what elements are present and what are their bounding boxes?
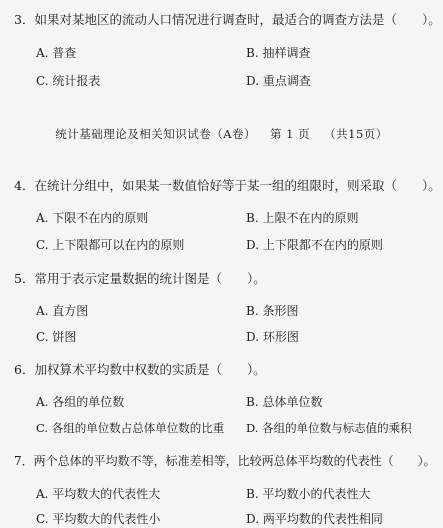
q7-option-b: B. 平均数小的代表性大 bbox=[246, 487, 371, 501]
q4-option-b: B. 上限不在内的原则 bbox=[246, 211, 359, 225]
q4-option-a: A. 下限不在内的原则 bbox=[36, 211, 149, 225]
q5-option-c: C. 饼图 bbox=[36, 330, 77, 344]
question-5: 5．常用于表示定量数据的统计图是（ ）。 bbox=[14, 271, 266, 286]
q6-option-a: A. 各组的单位数 bbox=[36, 395, 125, 409]
exam-title: 统计基础理论及相关知识试卷（A卷） bbox=[55, 127, 257, 141]
question-6: 6．加权算术平均数中权数的实质是（ ）。 bbox=[14, 362, 266, 377]
q6-option-b: B. 总体单位数 bbox=[246, 395, 323, 409]
q6-option-d: D. 各组的单位数与标志值的乘积 bbox=[246, 421, 412, 435]
page-number: 第 1 页 bbox=[270, 127, 311, 141]
q4-option-c: C. 上下限都可以在内的原则 bbox=[36, 238, 185, 252]
q4-option-d: D. 上下限都不在内的原则 bbox=[246, 238, 383, 252]
q3-option-b: B. 抽样调查 bbox=[246, 46, 311, 60]
q7-option-d: D. 两平均数的代表性相同 bbox=[246, 512, 383, 526]
q5-option-b: B. 条形图 bbox=[246, 304, 299, 318]
q3-option-d: D. 重点调查 bbox=[246, 74, 311, 88]
question-7: 7．两个总体的平均数不等，标准差相等，比较两总体平均数的代表性（ ）。 bbox=[14, 454, 436, 468]
q7-option-c: C. 平均数大的代表性小 bbox=[36, 512, 161, 526]
question-3: 3．如果对某地区的流动人口情况进行调查时，最适合的调查方法是（ ）。 bbox=[14, 12, 441, 27]
page-footer bbox=[0, 126, 443, 142]
q3-option-c: C. 统计报表 bbox=[36, 74, 101, 88]
q5-option-a: A. 直方图 bbox=[36, 304, 89, 318]
q3-option-a: A. 普查 bbox=[36, 46, 77, 60]
q5-option-d: D. 环形图 bbox=[246, 330, 299, 344]
question-4: 4．在统计分组中，如果某一数值恰好等于某一组的组限时，则采取（ ）。 bbox=[14, 178, 441, 193]
q6-option-c: C. 各组的单位数占总体单位数的比重 bbox=[36, 421, 225, 435]
page-total: （共15页） bbox=[324, 127, 388, 141]
q7-option-a: A. 平均数大的代表性大 bbox=[36, 487, 161, 501]
